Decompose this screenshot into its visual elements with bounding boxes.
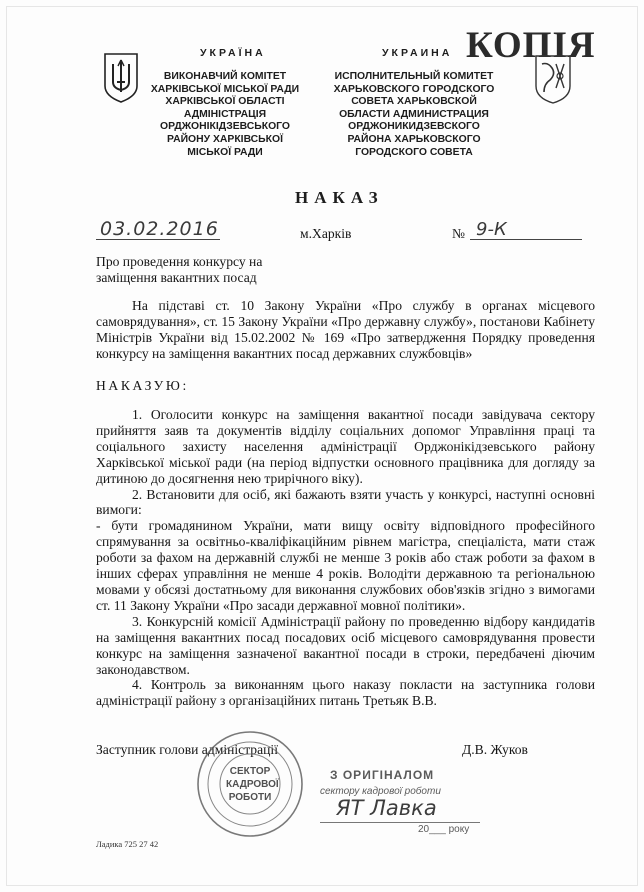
order-item-3: 3. Конкурсній комісії Адміністрації району по проведенню відбору кандидатів на заміщення вакантних посад посадових осіб місцевого самоврядування провести конкурс на заміщення зазначеної вакантної посади в строки, передбачені діючим законодавством.: [96, 613, 595, 677]
preamble-paragraph: На підставі ст. 10 Закону України «Про службу в органах місцевого самоврядування», ст. 15 Закону України «Про державну службу», постанови Кабінету Міністрів України від 15.02.2002 № 169 «Про затвердження Порядку проведення конкурсу на заміщення вакантних посад державних службовців»: [96, 298, 595, 361]
header-ru-line: ХАРЬКОВСКОГО ГОРОДСКОГО: [333, 83, 495, 95]
order-item-2: 2. Встановити для осіб, які бажають взяти участь у конкурсі, наступні основні вимоги:: [96, 486, 595, 518]
header-ru-line: ИСПОЛНИТЕЛЬНЫЙ КОМИТЕТ: [334, 71, 494, 82]
signer-name: Д.В. Жуков: [462, 742, 528, 757]
document-subject: [96, 254, 336, 286]
header-ua-line: АДМІНІСТРАЦІЯ: [183, 108, 267, 120]
handwritten-signature: ЯТ Лавка: [336, 796, 437, 820]
header-ua-line: МІСЬКОЇ РАДИ: [187, 146, 263, 158]
kharkiv-city-emblem-icon: [534, 54, 572, 104]
header-ua-line: ХАРКІВСЬКОЇ ОБЛАСТІ: [165, 96, 285, 108]
signer-title: Заступник голови адміністрації: [96, 742, 278, 757]
subject-line: Про проведення конкурсу на: [96, 254, 263, 269]
header-ru-organization: [326, 71, 502, 159]
subject-line: заміщення вакантних посад: [96, 269, 257, 285]
header-ru-line: СОВЕТА ХАРЬКОВСКОЙ: [351, 96, 477, 108]
stamp-year-line: 20___ року: [418, 824, 470, 835]
stamp-center-line: СЕКТОР: [229, 766, 271, 777]
header-ru-line: РАЙОНА ХАРЬКОВСКОГО: [347, 133, 481, 145]
stamp-center-line: РОБОТИ: [228, 792, 272, 803]
order-item-1: 1. Оголосити конкурс на заміщення вакантної посади завідувача сектору прийняття заяв та документів відділу соціальних допомог Управління праці та соціального захисту населення адміністрації Орджонікідзевського району Харківської міської ради (на період відпустки основного працівника для догляду за дитиною до досягнення нею трирічного віку).: [96, 407, 595, 486]
header-ru-line: ГОРОДСКОГО СОВЕТА: [355, 146, 473, 158]
stamp-center-line: КАДРОВОЇ: [226, 779, 279, 790]
order-item-4: 4. Контроль за виконанням цього наказу покласти на заступника голови адміністрації району з організаційних питань Третьяк В.В.: [96, 677, 595, 709]
document-title: НАКАЗ: [295, 188, 384, 207]
trident-coat-of-arms-icon: [103, 52, 139, 104]
stamp-center-text: [226, 765, 279, 804]
order-items: [96, 407, 595, 709]
handwritten-date: 03.02.2016: [100, 218, 219, 240]
handwritten-number: 9-К: [476, 219, 507, 240]
city-name: м.Харків: [300, 226, 352, 241]
order-item-2-requirements: - бути громадянином України, мати вищу освіту відповідного професійного спрямування за освітньо-кваліфікаційним рівнем магістра, спеціаліста, мати стаж роботи за фахом на державній службі не менше 3 років або стаж роботи за фахом в інших сферах управління не менше 4 років. Володіти державною та регіональною мовами у обсязі достатньому для виконання службових обов'язків згідно з вимогами ст. 11 Закону України «Про засади державної мовної політики».: [96, 518, 595, 613]
copy-stamp: КОПІЯ: [466, 25, 596, 66]
header-ua-organization: [150, 71, 300, 159]
stamp-department-line: сектору кадрової роботи: [320, 786, 441, 797]
stamp-certification-line: З ОРИГІНАЛОМ: [330, 768, 435, 782]
header-ua-line: РАЙОНУ ХАРКІВСЬКОЇ: [167, 133, 283, 145]
date-underline: [96, 239, 220, 240]
header-ua-line: ХАРКІВСЬКОЇ МІСЬКОЇ РАДИ: [150, 83, 300, 95]
header-ru-line: ОБЛАСТИ АДМИНИСТРАЦИЯ: [339, 108, 489, 120]
stamp-signature-line: [320, 822, 480, 823]
header-ua-line: ВИКОНАВЧИЙ КОМІТЕТ: [163, 71, 287, 82]
printer-mark: Ладика 725 27 42: [96, 839, 159, 849]
order-heading: НАКАЗУЮ:: [96, 378, 189, 393]
number-underline: [470, 239, 582, 240]
number-prefix: №: [452, 226, 465, 241]
header-ru-line: ОРДЖОНИКИДЗЕВСКОГО: [348, 121, 480, 133]
header-ua-line: ОРДЖОНІКІДЗЕВСЬКОГО: [159, 121, 291, 133]
header-ru-country: УКРАИНА: [382, 47, 453, 59]
header-ua-country: УКРАЇНА: [200, 47, 266, 59]
